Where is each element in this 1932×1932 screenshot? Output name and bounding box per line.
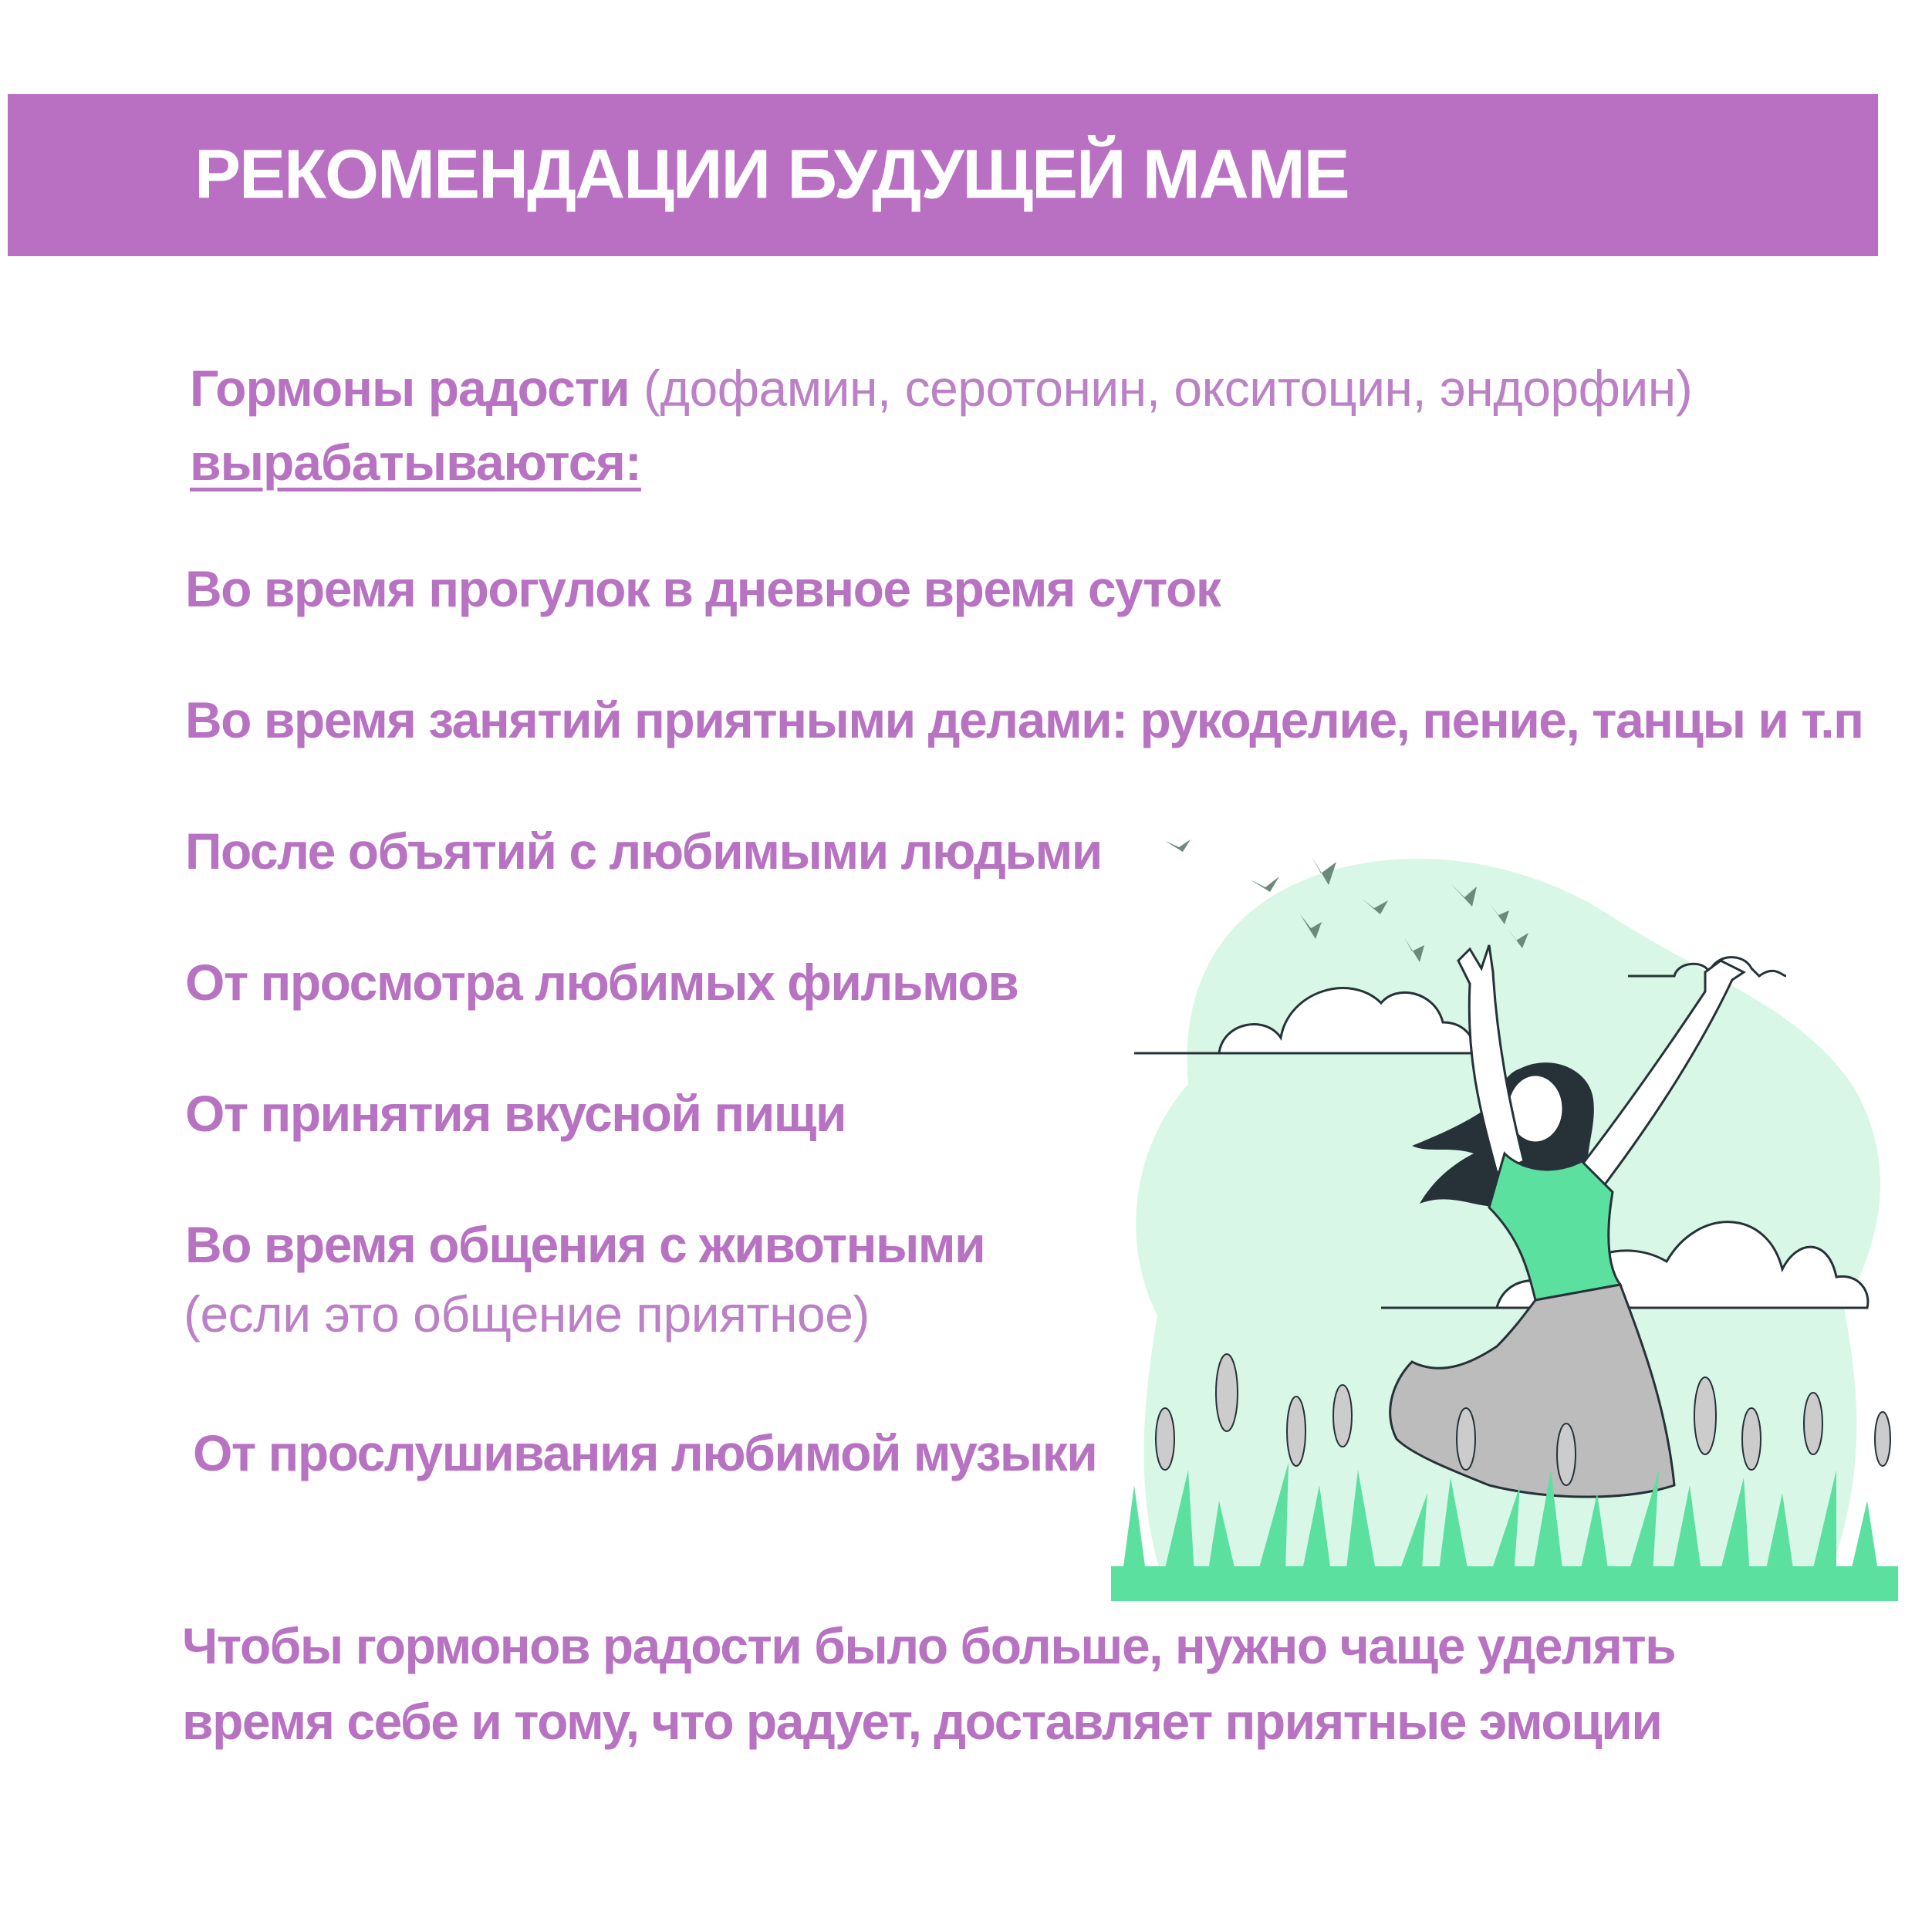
list-item-walks: Во время прогулок в дневное время суток — [185, 560, 1221, 617]
intro-underlined: вырабатываются: — [190, 434, 641, 491]
list-item-music: От прослушивания любимой музыки — [193, 1424, 1097, 1481]
title-banner — [8, 94, 1878, 256]
list-item-animals-note: (если это общение приятное) — [184, 1285, 870, 1343]
intro-hormones-list: (дофамин, серотонин, окситоцин, эндорфин) — [643, 360, 1693, 417]
conclusion-line-1: Чтобы гормонов радости было больше, нужно чаще уделять — [182, 1617, 1676, 1674]
intro-line-1 — [190, 351, 1692, 425]
intro-bold: Гормоны радости — [190, 360, 630, 417]
intro-line-2 — [190, 425, 1692, 499]
list-item-hugs: После объятий с любимыми людьми — [185, 822, 1102, 880]
list-item-hobbies: Во время занятий приятными делами: рукоделие, пение, танцы и т.п — [185, 691, 1863, 748]
list-item-food: От принятия вкусной пищи — [185, 1085, 846, 1142]
woman-in-meadow-illustration — [1088, 806, 1921, 1601]
list-item-movies: От просмотра любимых фильмов — [185, 954, 1018, 1011]
page-title: РЕКОМЕНДАЦИИ БУДУЩЕЙ МАМЕ — [194, 136, 1349, 214]
list-item-animals: Во время общения с животными — [185, 1216, 985, 1273]
conclusion-line-2: время себе и тому, что радует, доставляет приятные эмоции — [182, 1693, 1662, 1750]
conclusion-text — [182, 1608, 1675, 1759]
intro-text — [190, 351, 1692, 499]
